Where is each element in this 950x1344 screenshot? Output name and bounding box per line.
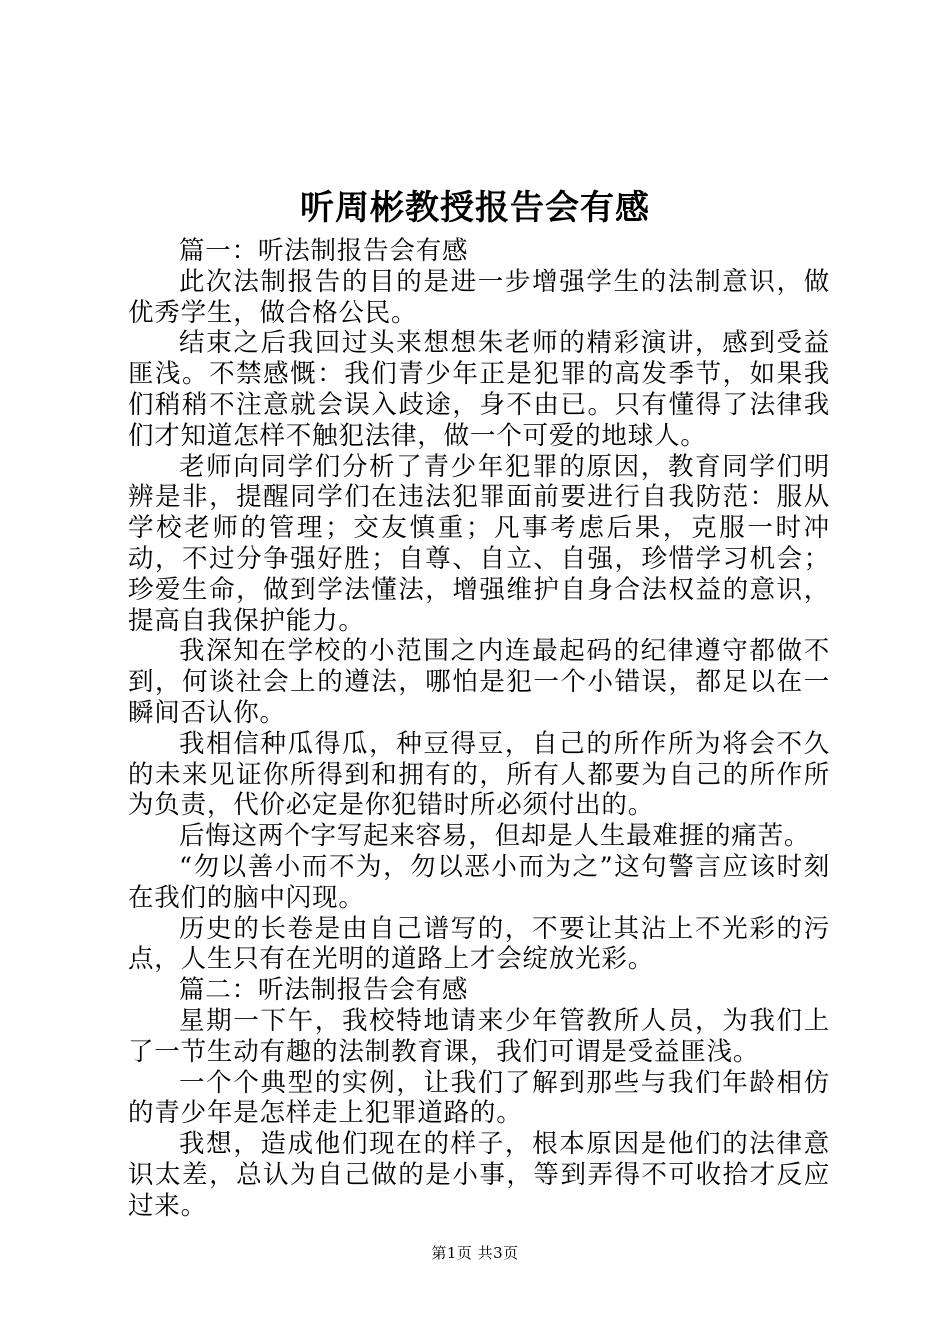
paragraph: 一个个典型的实例，让我们了解到那些与我们年龄相仿的青少年是怎样走上犯罪道路的。 xyxy=(128,1067,830,1129)
paragraph: 我深知在学校的小范围之内连最起码的纪律遵守都做不到，何谈社会上的遵法，哪怕是犯一个小错误，都足以在一瞬间否认你。 xyxy=(128,636,830,728)
document-body xyxy=(128,236,830,1222)
document-title: 听周彬教授报告会有感 xyxy=(300,188,650,228)
paragraph: 我想，造成他们现在的样子，根本原因是他们的法律意识太差，总认为自己做的是小事，等到弄得不可收拾才反应过来。 xyxy=(128,1129,830,1221)
page-number-footer: 第1页 共3页 xyxy=(431,1244,519,1262)
paragraph-section-heading-2: 篇二：听法制报告会有感 xyxy=(179,975,469,1006)
paragraph-section-heading-1: 篇一：听法制报告会有感 xyxy=(179,236,469,266)
paragraph: “勿以善小而不为，勿以恶小而为之”这句警言应该时刻在我们的脑中闪现。 xyxy=(128,851,830,913)
paragraph: 结束之后我回过头来想想朱老师的精彩演讲，感到受益匪浅。不禁感慨：我们青少年正是犯罪的高发季节，如果我们稍稍不注意就会误入歧途，身不由已。只有懂得了法律我们才知道怎样不触犯法律，做一个可爱的地球人。 xyxy=(128,328,830,451)
paragraph: 星期一下午，我校特地请来少年管教所人员，为我们上了一节生动有趣的法制教育课，我们可谓是受益匪浅。 xyxy=(128,1005,830,1067)
paragraph: 此次法制报告的目的是进一步增强学生的法制意识，做优秀学生，做合格公民。 xyxy=(128,266,830,328)
paragraph: 老师向同学们分析了青少年犯罪的原因，教育同学们明辨是非，提醒同学们在违法犯罪面前要进行自我防范：服从学校老师的管理；交友慎重；凡事考虑后果，克服一时冲动，不过分争强好胜；自尊、自立、自强，珍惜学习机会；珍爱生命，做到学法懂法，增强维护自身合法权益的意识，提高自我保护能力。 xyxy=(128,451,830,636)
paragraph: 我相信种瓜得瓜，种豆得豆，自己的所作所为将会不久的未来见证你所得到和拥有的，所有人都要为自己的所作所为负责，代价必定是你犯错时所必须付出的。 xyxy=(128,728,830,821)
paragraph: 后悔这两个字写起来容易，但却是人生最难捱的痛苦。 xyxy=(179,821,811,852)
paragraph: 历史的长卷是由自己谱写的，不要让其沾上不光彩的污点，人生只有在光明的道路上才会绽放光彩。 xyxy=(128,913,830,975)
